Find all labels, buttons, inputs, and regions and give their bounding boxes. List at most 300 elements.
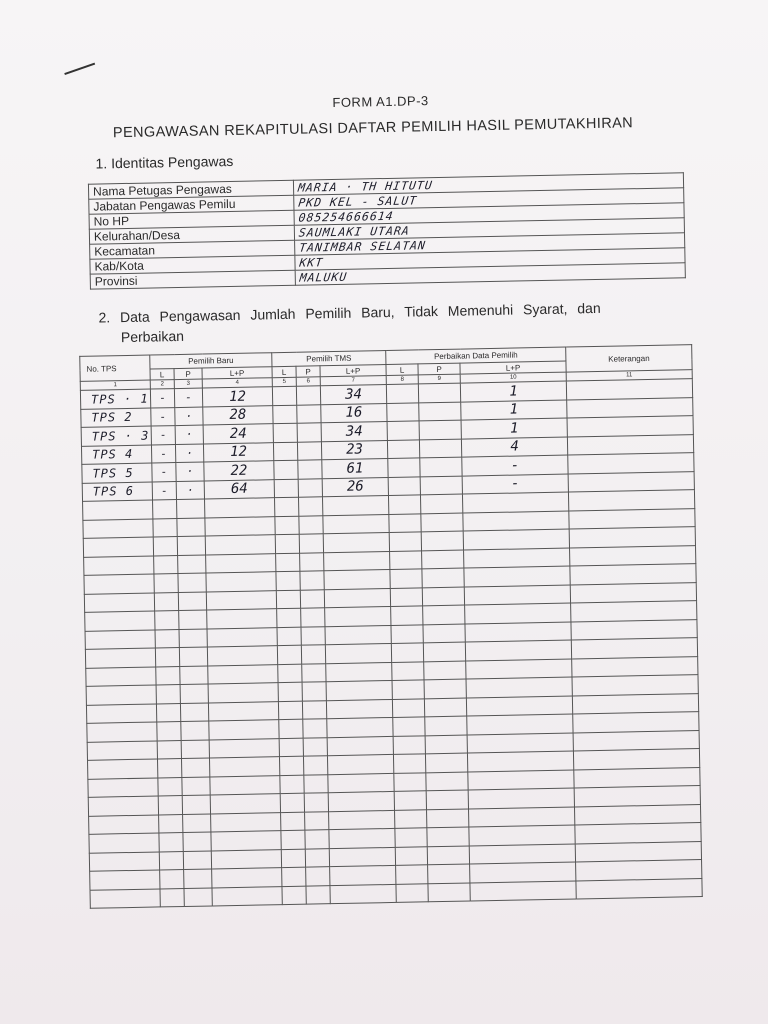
table-cell: [274, 479, 298, 498]
column-number-cell: 5: [272, 377, 296, 386]
table-cell: 26: [322, 477, 388, 497]
table-cell: [297, 423, 321, 442]
table-cell: [428, 882, 470, 901]
table-cell: [324, 551, 390, 571]
table-cell: [85, 629, 155, 649]
table-cell: [424, 661, 466, 680]
table-cell: [573, 712, 699, 733]
table-cell: [153, 500, 177, 519]
table-cell: [386, 384, 418, 403]
table-cell: [468, 769, 574, 790]
table-cell: [419, 402, 461, 421]
subheader-cell: L+P: [460, 361, 566, 374]
table-cell: [423, 605, 465, 624]
identity-value: PKD KEL - SALUT: [297, 193, 419, 210]
table-cell: [424, 698, 466, 717]
table-cell: [277, 608, 301, 627]
table-cell: [156, 666, 180, 685]
table-cell: [298, 460, 322, 479]
table-cell: [297, 441, 321, 460]
table-cell: [179, 647, 207, 666]
table-cell: [390, 569, 422, 588]
table-cell: [323, 532, 389, 552]
table-cell: [273, 423, 297, 442]
table-cell: [299, 515, 323, 534]
table-cell: [572, 656, 698, 677]
table-cell: [304, 774, 328, 793]
column-number-cell: 8: [386, 375, 418, 385]
table-cell: [469, 806, 575, 827]
identity-label: Kecamatan: [90, 240, 295, 259]
table-cell: [422, 568, 464, 587]
table-cell: [89, 833, 159, 853]
table-cell: [276, 571, 300, 590]
table-cell: [466, 659, 572, 680]
table-cell: [211, 849, 281, 869]
table-cell: [420, 457, 462, 476]
table-cell: [325, 643, 391, 663]
table-cell: [206, 572, 276, 592]
table-cell: [83, 537, 153, 557]
table-cell: [275, 516, 299, 535]
identity-table: [88, 172, 686, 289]
table-cell: [467, 732, 573, 753]
table-cell: [279, 756, 303, 775]
table-cell: [571, 638, 697, 659]
table-cell: [462, 492, 568, 513]
table-cell: [156, 703, 180, 722]
table-cell: [421, 494, 463, 513]
form-sheet: [70, 74, 714, 906]
table-cell: [275, 534, 299, 553]
column-number-cell: 4: [202, 378, 272, 388]
identity-value: KKT: [298, 255, 325, 270]
table-cell: [428, 864, 470, 883]
table-cell: [392, 661, 424, 680]
table-cell: [296, 386, 320, 405]
table-cell: [304, 793, 328, 812]
column-number-cell: 2: [150, 380, 174, 389]
table-cell: [327, 736, 393, 756]
table-cell: [156, 685, 180, 704]
column-number-cell: 3: [174, 379, 202, 389]
table-cell: [159, 851, 183, 870]
table-cell: [395, 846, 427, 865]
table-cell: TPS 2: [81, 408, 151, 428]
table-cell: [205, 535, 275, 555]
table-cell: [281, 812, 305, 831]
table-cell: [569, 508, 695, 529]
table-cell: [303, 756, 327, 775]
table-cell: [158, 796, 182, 815]
table-cell: [387, 402, 419, 421]
table-cell: [281, 849, 305, 868]
table-cell: [302, 663, 326, 682]
table-cell: [305, 830, 329, 849]
table-cell: 61: [322, 458, 388, 478]
table-cell: [280, 793, 304, 812]
table-cell: [183, 832, 211, 851]
table-cell: [153, 518, 177, 537]
table-cell: [274, 497, 298, 516]
table-cell: [572, 693, 698, 714]
table-cell: [212, 886, 282, 906]
table-cell: [300, 571, 324, 590]
table-cell: [280, 775, 304, 794]
table-cell: [209, 720, 279, 740]
table-cell: [394, 772, 426, 791]
table-cell: 1: [460, 381, 566, 402]
table-cell: [324, 569, 390, 589]
table-cell: TPS · 1: [80, 389, 150, 409]
table-cell: [418, 383, 460, 402]
table-cell: [182, 776, 210, 795]
identity-value: MARIA · TH HITUTU: [297, 178, 434, 195]
table-cell: [569, 527, 695, 548]
table-cell: [183, 813, 211, 832]
table-cell: [154, 555, 178, 574]
table-cell: [181, 758, 209, 777]
table-cell: [155, 648, 179, 667]
table-cell: [567, 434, 693, 455]
identity-label: Kab/Kota: [90, 255, 295, 274]
table-cell: ·: [176, 462, 204, 481]
table-cell: [330, 884, 396, 904]
table-cell: [184, 887, 212, 906]
table-cell: [570, 545, 696, 566]
table-cell: [570, 564, 696, 585]
table-cell: [297, 404, 321, 423]
table-cell: [157, 740, 181, 759]
table-cell: [86, 685, 156, 705]
table-cell: [302, 700, 326, 719]
table-cell: [299, 534, 323, 553]
table-cell: [209, 738, 279, 758]
table-cell: [392, 680, 424, 699]
identity-label: Nama Petugas Pengawas: [88, 180, 293, 199]
table-cell: [273, 442, 297, 461]
table-cell: [570, 582, 696, 603]
table-cell: [160, 888, 184, 907]
table-cell: [324, 588, 390, 608]
table-cell: -: [462, 455, 568, 476]
table-cell: 22: [204, 461, 274, 481]
identity-label: Provinsi: [90, 270, 295, 289]
col-pemilih-baru: Pemilih Baru: [150, 353, 272, 369]
table-cell: [393, 754, 425, 773]
table-cell: [207, 627, 277, 647]
table-cell: [572, 675, 698, 696]
form-title: PENGAWASAN REKAPITULASI DAFTAR PEMILIH HASIL PEMUTAKHIRAN: [112, 115, 634, 142]
table-cell: [423, 642, 465, 661]
section-2-heading: [98, 296, 699, 348]
table-cell: [326, 680, 392, 700]
table-cell: [90, 888, 160, 908]
table-cell: [573, 730, 699, 751]
table-cell: [424, 679, 466, 698]
table-cell: [393, 735, 425, 754]
table-cell: [155, 629, 179, 648]
table-cell: [427, 846, 469, 865]
table-cell: [305, 811, 329, 830]
subheader-cell: L: [150, 369, 174, 380]
table-cell: [390, 587, 422, 606]
table-cell: [273, 405, 297, 424]
table-cell: [329, 810, 395, 830]
table-cell: [277, 627, 301, 646]
table-cell: 16: [321, 403, 387, 423]
table-cell: [387, 421, 419, 440]
table-cell: [211, 831, 281, 851]
column-number-cell: 6: [296, 377, 320, 386]
table-cell: [466, 695, 572, 716]
table-cell: [181, 739, 209, 758]
table-cell: [177, 499, 205, 518]
table-cell: [576, 860, 702, 881]
table-cell: 23: [321, 440, 387, 460]
identity-value: TANIMBAR SELATAN: [298, 238, 427, 255]
table-cell: [210, 794, 280, 814]
table-cell: ·: [175, 444, 203, 463]
table-cell: [83, 500, 153, 520]
table-cell: [329, 847, 395, 867]
table-cell: [86, 703, 156, 723]
table-cell: [421, 531, 463, 550]
table-cell: 12: [203, 442, 273, 462]
table-cell: [568, 490, 694, 511]
table-cell: [180, 684, 208, 703]
table-cell: -: [152, 481, 176, 500]
table-cell: [468, 788, 574, 809]
table-cell: [158, 777, 182, 796]
table-cell: [159, 814, 183, 833]
table-cell: 12: [202, 387, 272, 407]
table-cell: [574, 786, 700, 807]
table-cell: [183, 850, 211, 869]
table-cell: [205, 498, 275, 518]
table-cell: [419, 420, 461, 439]
table-cell: [328, 773, 394, 793]
table-cell: [327, 754, 393, 774]
table-cell: [184, 869, 212, 888]
table-cell: 24: [203, 424, 273, 444]
table-cell: [389, 495, 421, 514]
table-cell: [155, 611, 179, 630]
table-cell: [567, 416, 693, 437]
table-cell: [305, 848, 329, 867]
table-cell: [395, 809, 427, 828]
table-cell: [329, 828, 395, 848]
table-cell: [206, 553, 276, 573]
table-cell: 1: [461, 418, 567, 439]
table-cell: -: [151, 407, 175, 426]
table-cell: TPS 5: [82, 463, 152, 483]
table-cell: [282, 867, 306, 886]
table-cell: [303, 737, 327, 756]
table-cell: [574, 767, 700, 788]
table-cell: [426, 772, 468, 791]
table-cell: [89, 851, 159, 871]
col-pemilih-tms: Pemilih TMS: [272, 351, 386, 367]
subheader-cell: L: [386, 364, 418, 376]
table-cell: [84, 574, 154, 594]
table-cell: [306, 885, 330, 904]
table-cell: [576, 878, 702, 899]
table-cell: [325, 606, 391, 626]
table-cell: [88, 777, 158, 797]
table-cell: [387, 439, 419, 458]
table-cell: 4: [461, 437, 567, 458]
table-cell: [211, 812, 281, 832]
table-cell: TPS 4: [81, 445, 151, 465]
table-cell: [85, 611, 155, 631]
table-cell: [420, 476, 462, 495]
table-cell: [298, 497, 322, 516]
table-cell: [391, 624, 423, 643]
table-cell: 28: [203, 405, 273, 425]
table-cell: [87, 740, 157, 760]
table-cell: [209, 757, 279, 777]
table-cell: [422, 587, 464, 606]
table-cell: [160, 869, 184, 888]
table-cell: [87, 722, 157, 742]
table-cell: [389, 513, 421, 532]
table-cell: [571, 619, 697, 640]
table-cell: [568, 453, 694, 474]
table-cell: [88, 796, 158, 816]
table-cell: [395, 828, 427, 847]
table-cell: [205, 516, 275, 536]
table-cell: [422, 550, 464, 569]
table-cell: [391, 606, 423, 625]
table-cell: [177, 536, 205, 555]
identity-label: Kelurahan/Desa: [89, 225, 294, 244]
table-cell: [464, 585, 570, 606]
identity-label: Jabatan Pengawas Pemilu: [89, 195, 294, 214]
col-perbaikan: Perbaikan Data Pemilih: [386, 347, 566, 364]
table-cell: 1: [461, 400, 567, 421]
table-cell: [425, 735, 467, 754]
table-cell: -: [462, 474, 568, 495]
table-cell: [282, 886, 306, 905]
section-2-heading-line-1: 2. Data Pengawasan Jumlah Pemilih Baru, Tidak Memenuhi Syarat, dan: [98, 299, 601, 326]
table-cell: [207, 609, 277, 629]
table-cell: [470, 880, 576, 901]
table-cell: [179, 628, 207, 647]
table-cell: [208, 683, 278, 703]
table-cell: [272, 386, 296, 405]
table-cell: [90, 870, 160, 890]
table-cell: [323, 514, 389, 534]
table-cell: [207, 646, 277, 666]
table-cell: [212, 868, 282, 888]
identity-value: MALUKU: [298, 269, 349, 285]
table-cell: [389, 532, 421, 551]
table-cell: [464, 548, 570, 569]
column-number-cell: 11: [566, 370, 692, 381]
section-1-heading: 1. Identitas Pengawas: [95, 152, 234, 172]
table-cell: [179, 610, 207, 629]
table-cell: [88, 759, 158, 779]
table-cell: [467, 751, 573, 772]
pen-mark: [64, 63, 95, 75]
table-cell: [178, 573, 206, 592]
table-cell: [84, 593, 154, 613]
table-cell: [157, 722, 181, 741]
table-cell: [302, 682, 326, 701]
table-cell: [322, 495, 388, 515]
column-number-cell: 9: [418, 374, 460, 384]
table-cell: [278, 682, 302, 701]
table-cell: [279, 719, 303, 738]
table-cell: [298, 478, 322, 497]
table-cell: [208, 701, 278, 721]
table-cell: 34: [321, 422, 387, 442]
table-cell: [328, 791, 394, 811]
table-cell: [396, 883, 428, 902]
subheader-cell: P: [296, 366, 320, 377]
table-cell: [301, 608, 325, 627]
table-cell: [85, 648, 155, 668]
table-cell: [388, 476, 420, 495]
table-cell: [178, 555, 206, 574]
table-cell: [469, 825, 575, 846]
table-cell: 34: [320, 385, 386, 405]
table-cell: [325, 625, 391, 645]
table-cell: [157, 759, 181, 778]
table-cell: [575, 841, 701, 862]
table-cell: [154, 574, 178, 593]
column-number-cell: 10: [460, 372, 566, 383]
table-cell: [466, 677, 572, 698]
table-cell: [575, 823, 701, 844]
table-cell: [279, 738, 303, 757]
table-cell: [306, 867, 330, 886]
table-cell: [463, 529, 569, 550]
identity-value: SAUMLAKI UTARA: [298, 223, 411, 240]
table-cell: [425, 753, 467, 772]
table-cell: [419, 439, 461, 458]
table-cell: [208, 664, 278, 684]
table-cell: [467, 714, 573, 735]
col-keterangan: Keterangan: [566, 345, 692, 372]
table-cell: [425, 716, 467, 735]
table-cell: [327, 717, 393, 737]
table-cell: [568, 471, 694, 492]
table-cell: 64: [204, 479, 274, 499]
subheader-cell: L+P: [320, 365, 386, 377]
table-cell: [427, 809, 469, 828]
table-cell: -: [150, 389, 174, 408]
table-cell: [567, 397, 693, 418]
table-cell: [182, 795, 210, 814]
table-cell: [396, 865, 428, 884]
identity-label: No HP: [89, 210, 294, 229]
table-cell: [464, 566, 570, 587]
table-cell: [426, 790, 468, 809]
table-cell: [278, 701, 302, 720]
table-cell: [575, 804, 701, 825]
table-cell: -: [174, 388, 202, 407]
table-cell: [276, 553, 300, 572]
table-cell: [301, 645, 325, 664]
table-cell: [159, 832, 183, 851]
table-cell: [393, 717, 425, 736]
subheader-cell: P: [174, 368, 202, 380]
table-cell: ·: [175, 425, 203, 444]
table-cell: [177, 518, 205, 537]
column-number-cell: 1: [80, 380, 150, 390]
